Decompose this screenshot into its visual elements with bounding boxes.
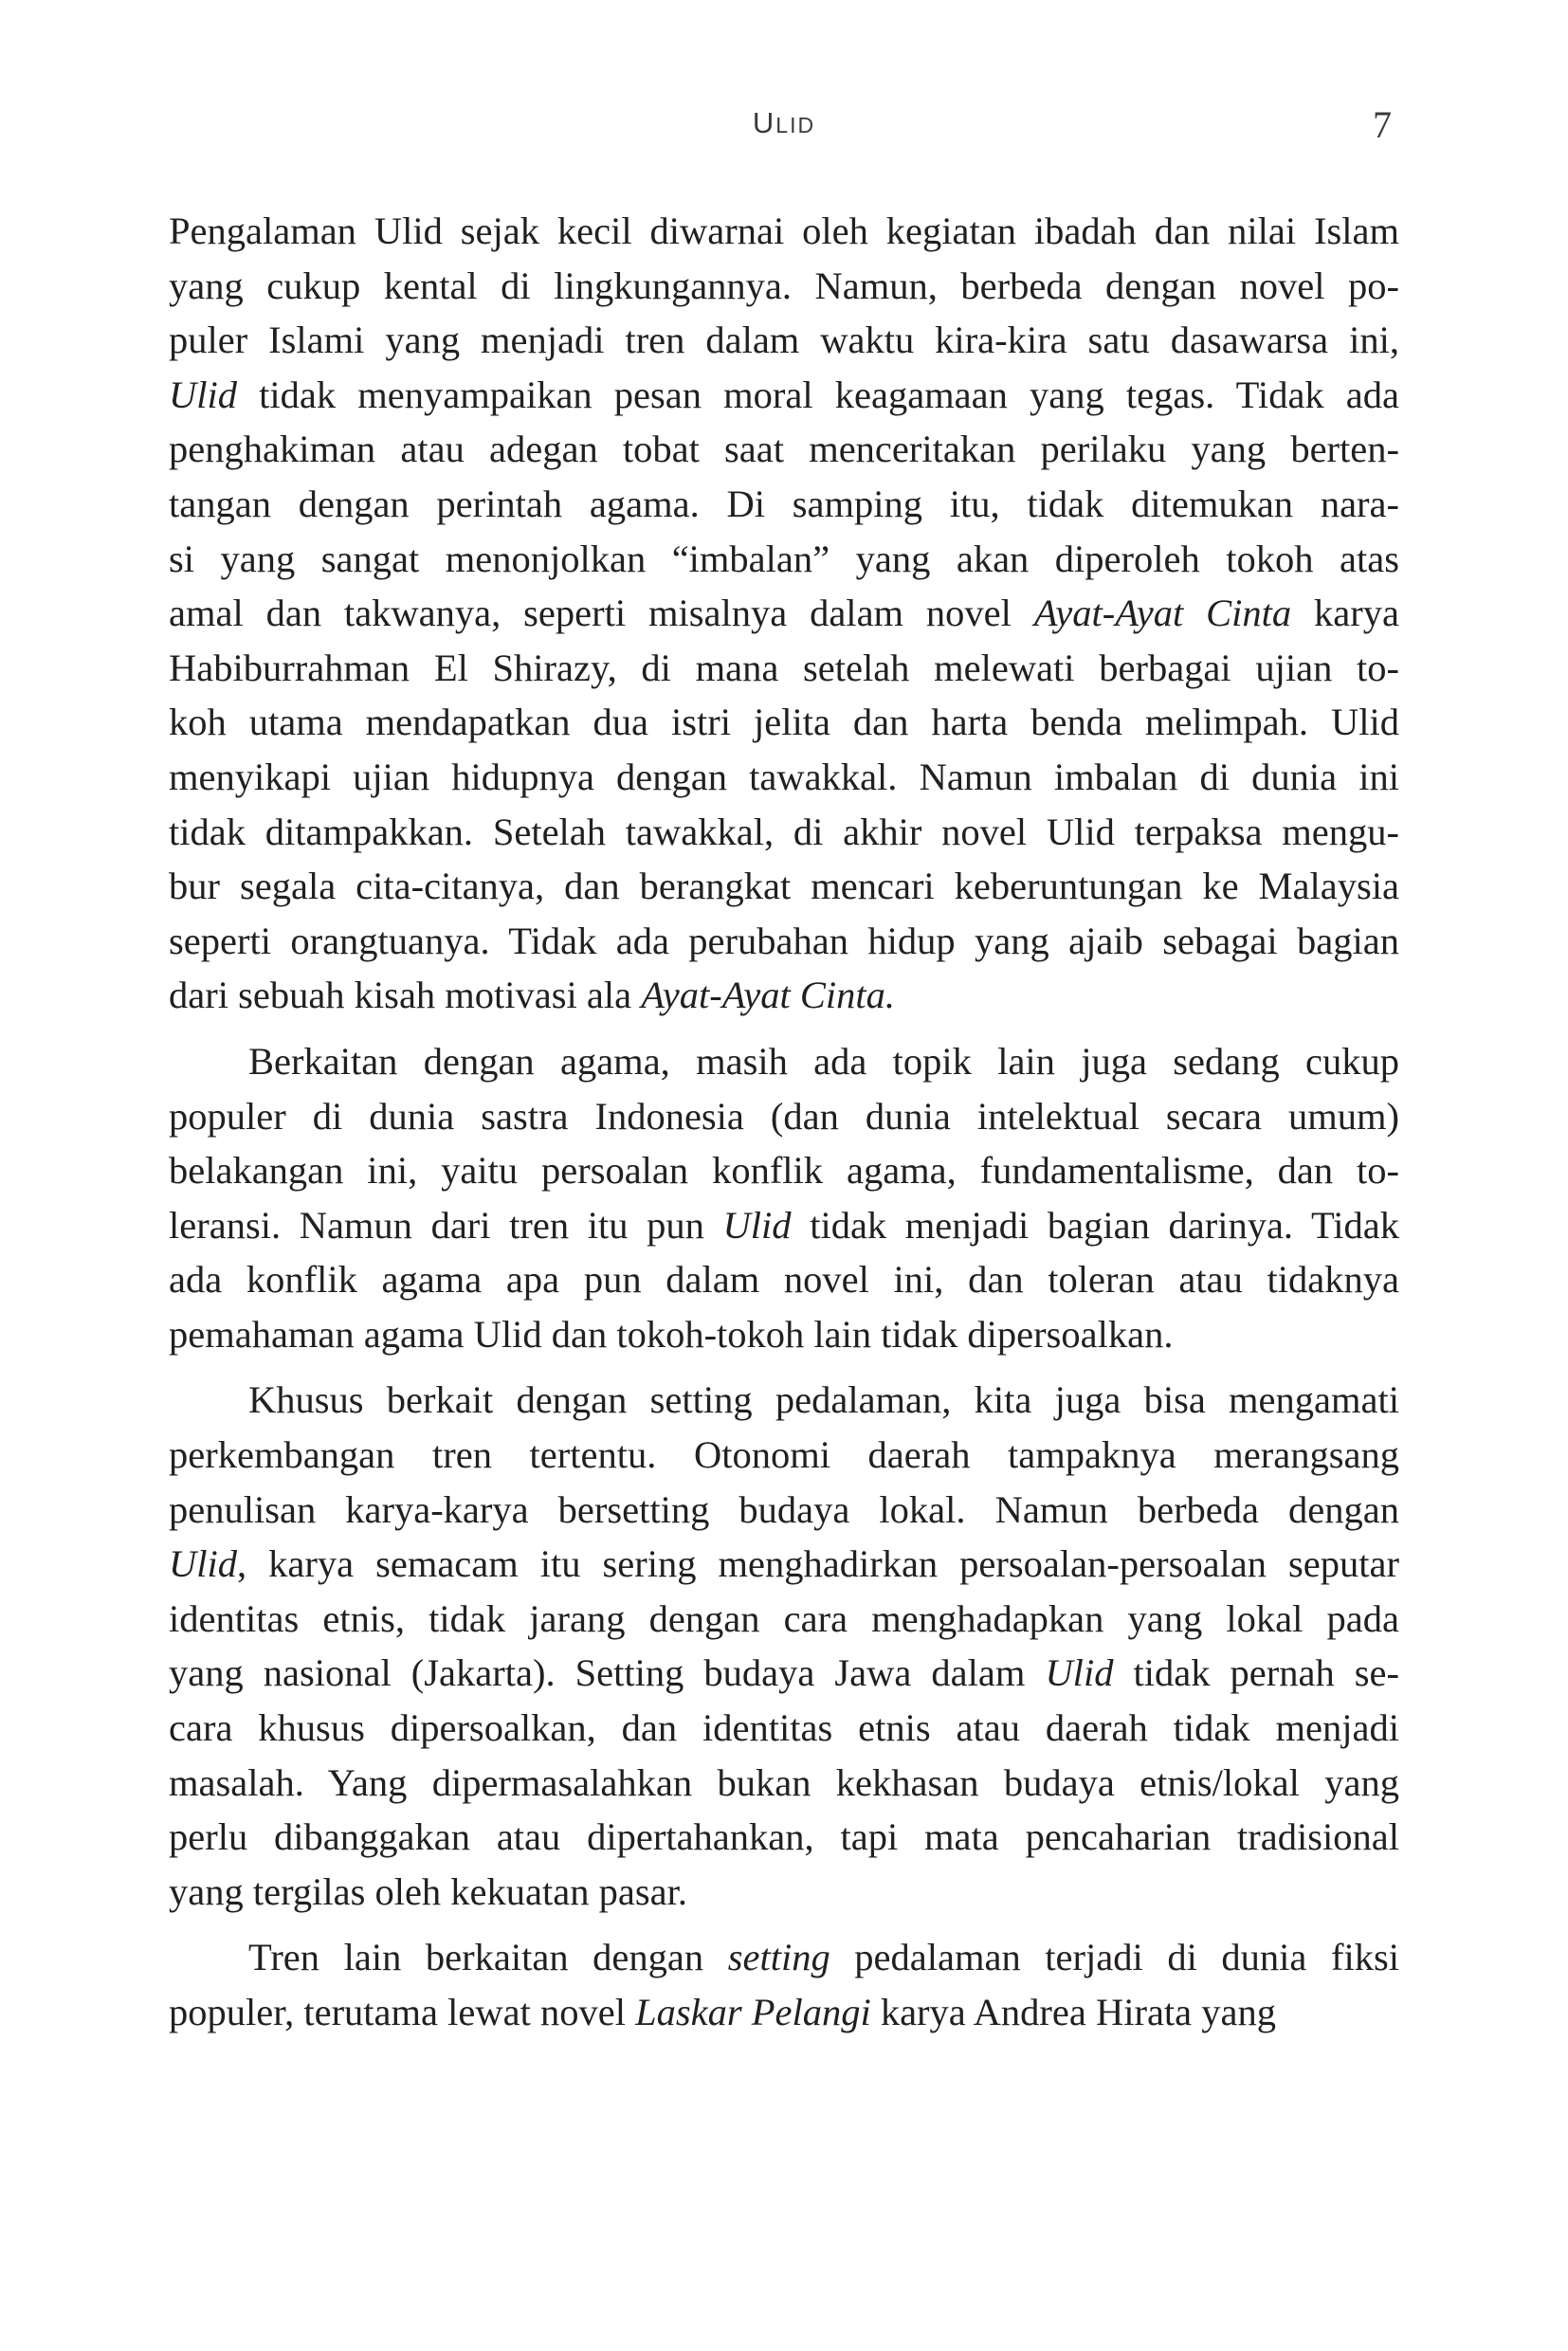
italic-title: Ayat-Ayat Cinta.	[641, 974, 895, 1017]
text-line	[169, 1701, 1399, 1756]
text-run: tangan dengan perintah agama. Di samping itu, tidak ditemukan nara-	[169, 482, 1399, 525]
text-run: yang cukup kental di lingkungannya. Namun, berbeda dengan novel po-	[169, 264, 1399, 307]
text-line	[169, 422, 1399, 477]
text-line	[169, 368, 1399, 423]
italic-title: Ayat-Ayat Cinta	[1033, 592, 1292, 635]
text-run: si yang sangat menonjolkan “imbalan” yang akan diperoleh tokoh atas	[169, 537, 1399, 580]
text-run: penghakiman atau adegan tobat saat menceritakan perilaku yang berten-	[169, 428, 1399, 471]
running-head	[0, 106, 1568, 140]
text-line	[169, 1307, 1399, 1362]
italic-title: Ulid	[169, 1542, 238, 1586]
text-line	[169, 1373, 1399, 1428]
paragraph-spacer	[169, 1023, 1399, 1034]
text-line	[169, 1483, 1399, 1538]
text-run: masalah. Yang dipermasalahkan bukan kekhasan budaya etnis/lokal yang	[169, 1760, 1399, 1804]
text-run: pedalaman terjadi di dunia fiksi	[830, 1936, 1399, 1979]
text-line	[169, 695, 1399, 750]
text-run: ada konflik agama apa pun dalam novel ini, dan toleran atau tidaknya	[169, 1258, 1399, 1302]
text-line	[169, 1143, 1399, 1198]
text-run: puler Islami yang menjadi tren dalam waktu kira-kira satu dasawarsa ini,	[169, 319, 1399, 362]
text-run: Pengalaman Ulid sejak kecil diwarnai oleh kegiatan ibadah dan nilai Islam	[169, 210, 1399, 252]
text-line	[169, 259, 1399, 314]
text-line	[169, 1592, 1399, 1647]
paragraph	[169, 1930, 1399, 2039]
paragraph-spacer	[169, 1919, 1399, 1930]
paragraph	[169, 204, 1399, 1023]
text-line	[169, 914, 1399, 969]
text-run: Tren lain berkaitan dengan	[248, 1936, 728, 1979]
text-line	[169, 1985, 1399, 2040]
text-line	[169, 968, 1399, 1023]
text-line	[169, 204, 1399, 259]
text-line	[169, 532, 1399, 587]
text-run: tidak pernah se-	[1113, 1651, 1399, 1695]
text-run: populer, terutama lewat novel	[169, 1991, 636, 2033]
running-title-initial: U	[752, 106, 776, 139]
text-line	[169, 586, 1399, 641]
text-run: cara khusus dipersoalkan, dan identitas etnis atau daerah tidak menjadi	[169, 1706, 1399, 1750]
text-run: koh utama mendapatkan dua istri jelita dan harta benda melimpah. Ulid	[169, 701, 1399, 744]
text-line	[169, 1537, 1399, 1592]
text-run: tidak menyampaikan pesan moral keagamaan yang tegas. Tidak ada	[237, 373, 1399, 416]
text-run: karya Andrea Hirata yang	[870, 1991, 1277, 2033]
italic-title: Ulid	[722, 1203, 792, 1247]
text-run: tidak ditampakkan. Setelah tawakkal, di akhir novel Ulid terpaksa mengu-	[169, 810, 1399, 853]
text-run: Khusus berkait dengan setting pedalaman, kita juga bisa mengamati	[248, 1378, 1399, 1422]
text-line	[169, 1252, 1399, 1307]
text-line	[169, 1756, 1399, 1811]
text-run: penulisan karya-karya bersetting budaya lokal. Namun berbeda dengan	[169, 1487, 1399, 1531]
text-line	[169, 805, 1399, 860]
text-line	[169, 1646, 1399, 1701]
text-line	[169, 1089, 1399, 1144]
text-run: belakangan ini, yaitu persoalan konflik agama, fundamentalisme, dan to-	[169, 1149, 1399, 1193]
text-run: yang tergilas oleh kekuatan pasar.	[169, 1869, 687, 1913]
text-run: dari sebuah kisah motivasi ala	[169, 974, 642, 1017]
body-text	[169, 204, 1399, 2040]
text-run: yang nasional (Jakarta). Setting budaya Jawa dalam	[169, 1651, 1046, 1695]
text-line	[169, 1198, 1399, 1253]
running-title-smallcaps: LID	[775, 113, 816, 137]
text-run: , karya semacam itu sering menghadirkan persoalan-persoalan seputar	[237, 1542, 1399, 1586]
text-run: pemahaman agama Ulid dan tokoh-tokoh lain tidak dipersoalkan.	[169, 1312, 1174, 1356]
text-run: amal dan takwanya, seperti misalnya dalam novel	[169, 592, 1034, 635]
text-line	[169, 859, 1399, 914]
text-line	[169, 1865, 1399, 1920]
text-line	[169, 641, 1399, 696]
text-run: identitas etnis, tidak jarang dengan cara menghadapkan yang lokal pada	[169, 1596, 1399, 1640]
italic-title: Laskar Pelangi	[635, 1991, 871, 2033]
paragraph	[169, 1373, 1399, 1919]
text-run: tidak menjadi bagian darinya. Tidak	[791, 1203, 1399, 1247]
text-run: menyikapi ujian hidupnya dengan tawakkal. Namun imbalan di dunia ini	[169, 755, 1399, 798]
paragraph	[169, 1034, 1399, 1362]
italic-title: Ulid	[169, 373, 238, 416]
text-line	[169, 1428, 1399, 1483]
text-run: bur segala cita-citanya, dan berangkat mencari keberuntungan ke Malaysia	[169, 865, 1399, 908]
page-number: 7	[1373, 103, 1392, 146]
text-run: perkembangan tren tertentu. Otonomi daerah tampaknya merangsang	[169, 1433, 1399, 1477]
text-run: Habiburrahman El Shirazy, di mana setelah melewati berbagai ujian to-	[169, 646, 1399, 689]
text-run: karya	[1291, 592, 1399, 635]
text-line	[169, 1810, 1399, 1865]
text-run: Berkaitan dengan agama, masih ada topik lain juga sedang cukup	[248, 1039, 1399, 1083]
text-line	[169, 1034, 1399, 1089]
text-line	[169, 750, 1399, 805]
text-line	[169, 477, 1399, 532]
italic-title: Ulid	[1045, 1651, 1114, 1695]
text-line	[169, 1930, 1399, 1985]
text-run: populer di dunia sastra Indonesia (dan dunia intelektual secara umum)	[169, 1094, 1399, 1138]
paragraph-spacer	[169, 1361, 1399, 1373]
text-run: leransi. Namun dari tren itu pun	[169, 1203, 723, 1247]
text-run: perlu dibanggakan atau dipertahankan, tapi mata pencaharian tradisional	[169, 1815, 1399, 1859]
text-line	[169, 313, 1399, 368]
italic-title: setting	[727, 1936, 830, 1979]
text-run: seperti orangtuanya. Tidak ada perubahan hidup yang ajaib sebagai bagian	[169, 919, 1399, 962]
